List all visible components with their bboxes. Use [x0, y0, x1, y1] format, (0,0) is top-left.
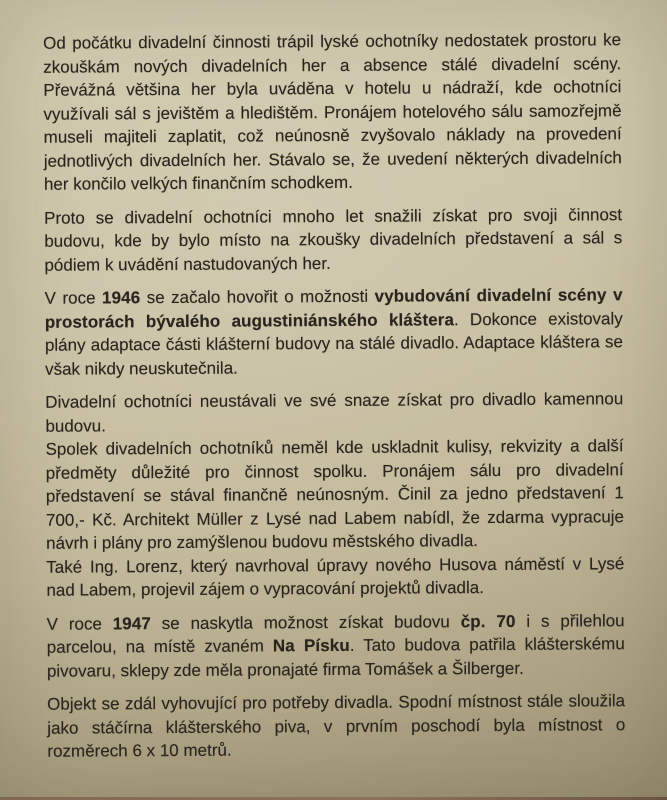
text-run: V roce	[44, 288, 103, 308]
bold-text-run: čp. 70	[460, 611, 516, 631]
text-run: se naskytla možnost získat budovu	[150, 611, 461, 633]
document-body	[43, 28, 625, 763]
paragraph	[46, 552, 624, 603]
text-run: . Dokonce existovaly plány adaptace části klášterní budovy na stálé divadlo. Adaptace kláštera se však nikdy neuskutečnila.	[44, 308, 623, 379]
paragraph	[47, 689, 625, 763]
text-run: Divadelní ochotníci neustávali ve své snaze získat pro divadlo kamennou budovu.	[45, 389, 624, 436]
paragraph	[43, 28, 622, 196]
text-run: . Tato budova patřila klášterskému pivovaru, sklepy zde měla pronajaté firma Tomášek a Šilberger.	[46, 634, 625, 681]
paragraph	[45, 283, 624, 381]
paragraph	[45, 434, 624, 555]
text-run: Také Ing. Lorenz, který navrhoval úpravy nového Husova náměstí v Lysé nad Labem, projevil zájem o vypracování projektů divadla.	[46, 553, 625, 600]
text-run: V roce	[46, 613, 113, 634]
paragraph	[45, 387, 623, 438]
text-run: Od počátku divadelní činnosti trápil lyské ochotníky nedostatek prostoru ke zkouškám nových divadelních her a absence stálé divadelní scény. Převážná většina her byla uváděna v hotelu u nádraží, kde ochotníci využívali sál s jevištěm a hledištěm. Pronájem hotelového sálu samozřejmě museli majiteli zaplatit, což neúnosně zvyšovalo náklady na provedení jednotlivých divadelních her. Stávalo se, že uvedení některých divadelních her končilo velkých finančním schodkem.	[43, 30, 622, 194]
text-run: Spolek divadelních ochotníků neměl kde uskladnit kulisy, rekvizity a další předměty důležité pro činnost spolku. Pronájem sálu pro divadelní představení se stával finančně neúnosným. Činil za jedno představení 1 700,- Kč. Architekt Müller z Lysé nad Labem nabídl, že zdarma vypracuje návrh i plány pro zamýšlenou budovu městského divadla.	[45, 436, 625, 553]
bold-text-run: 1947	[112, 613, 151, 633]
text-run: se začalo hovořit o možnosti	[140, 286, 375, 308]
bold-text-run: vybudování divadelní scény v prostorách bývalého augustiniánského kláštera	[44, 285, 623, 332]
text-run: i s přilehlou parcelou, na místě zvaném	[46, 610, 625, 657]
paragraph	[44, 203, 622, 277]
text-run: Objekt se zdál vyhovující pro potřeby divadla. Spodní místnost stále sloužila jako stáčírna klášterského piva, v prvním poschodí byla místnost o rozměrech 6 x 10 metrů.	[47, 691, 626, 761]
paragraph	[47, 609, 625, 683]
bold-text-run: Na Písku	[272, 635, 350, 656]
text-run: Proto se divadelní ochotníci mnoho let snažili získat pro svoji činnost budovu, kde by bylo místo na zkoušky divadelních představení a sál s pódiem k uvádění nastudovaných her.	[44, 204, 623, 275]
bold-text-run: 1946	[101, 288, 141, 308]
